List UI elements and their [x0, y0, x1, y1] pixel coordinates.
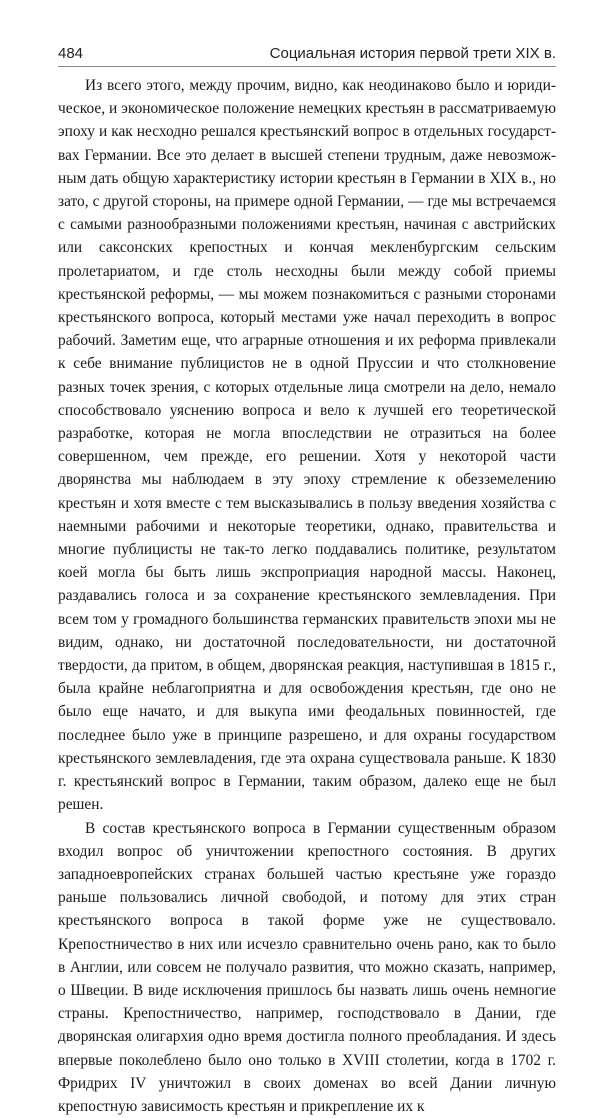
running-title: Социальная история первой трети XIX в.: [270, 44, 556, 64]
paragraph: В состав крестьянского вопроса в Германии существенным образом входил вопрос об уничтожении крепостного состояния. В других западноевропейских странах большей частью крестьяне уже гораздо раньше пользовались личной свободой, и потому для этих стран крестьянского вопроса в такой форме уже не существовало. Крепостничество в них или исчезло сравнительно очень рано, как то было в Англии, или совсем не получало развития, что можно сказать, например, о Швеции. В виде исключения пришлось бы назвать лишь очень немногие страны. Крепостничество, например, господствовало в Дании, где дворянская олигархия одно время достигла полного преобладания. И здесь впервые поколеблено было оно только в XVIII столетии, когда в 1702 г. Фридрих IV уничтожил в своих доменах во всей Дании личную крепостную зависимость крестьян и прикрепление их к: [58, 817, 556, 1118]
page-header: [58, 44, 556, 68]
body-text: [58, 74, 556, 1118]
paragraph: Из всего этого, между прочим, видно, как неодинаково было и юридическое, и экономическое положение немецких крестьян в рассматриваемую эпоху и как несходно решался крестьянский вопрос в отдельных государствах Германии. Все это делает в высшей степени трудным, даже невозможным дать общую характеристику истории крестьян в Германии в XIX в., но зато, с другой стороны, на примере одной Германии, — где мы встречаемся с самыми разнообразными положениями крестьян, начиная с австрийских или саксонских крепостных и кончая мекленбургским сельским пролетариатом, и где столь несходны были между собой приемы крестьянской реформы, — мы можем познакомиться с разными сторонами крестьянского вопроса, который местами уже начал переходить в вопрос рабочий. Заметим еще, что аграрные отношения и их реформа привлекали к себе внимание публицистов не в одной Пруссии и что столкновение разных точек зрения, с которых отдельные лица смотрели на дело, немало способствовало уяснению вопроса и вело к лучшей его теоретической разработке, которая не могла впоследствии не отразиться на более совершенном, чем прежде, его решении. Хотя у некоторой части дворянства мы наблюдаем в эту эпоху стремление к обезземелению крестьян и хотя вместе с тем высказывались в пользу введения хозяйства с наемными рабочими и некоторые теоретики, однако, правительства и многие публицисты не так-то легко поддавались политике, результатом коей могла бы быть лишь экспроприация народной массы. Наконец, раздавались голоса и за сохранение крестьянского землевладения. При всем том у громадного большинства германских правительств эпохи мы не видим, однако, ни достаточной последовательности, ни достаточной твердости, да притом, в общем, дворянская реакция, наступившая в 1815 г., была крайне неблагоприятна и для освобождения крестьян, где оно не было еще начато, и для выкупа ими феодальных повинностей, где последнее было уже в принципе разрешено, и для охраны государством крестьянского землевладения, где эта охрана существовала раньше. К 1830 г. крестьянский вопрос в Германии, таким образом, далеко еще не был решен.: [58, 74, 556, 817]
header-rule: [58, 66, 556, 67]
page-number: 484: [58, 44, 83, 64]
